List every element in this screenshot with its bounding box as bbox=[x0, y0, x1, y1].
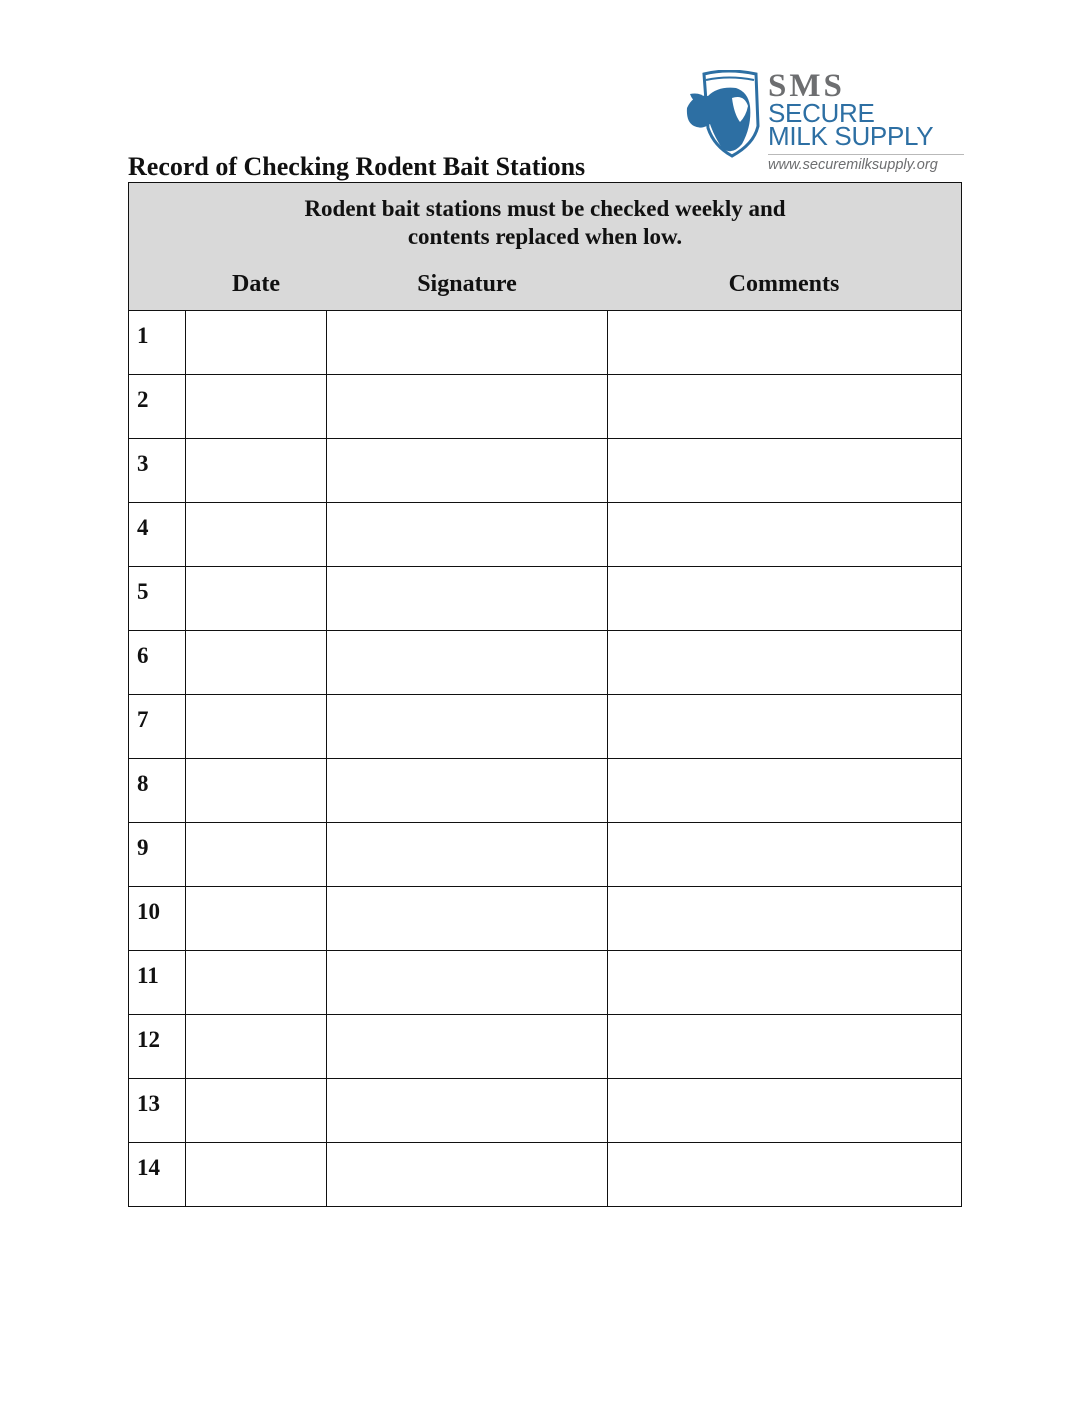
signature-cell[interactable] bbox=[327, 1015, 608, 1079]
signature-cell[interactable] bbox=[327, 631, 608, 695]
table-row bbox=[129, 1143, 962, 1207]
column-header-date: Date bbox=[232, 271, 280, 297]
date-cell[interactable] bbox=[186, 567, 327, 631]
row-number: 12 bbox=[129, 1015, 186, 1079]
comments-cell[interactable] bbox=[608, 1015, 962, 1079]
table-row bbox=[129, 439, 962, 503]
row-number: 8 bbox=[129, 759, 186, 823]
signature-cell[interactable] bbox=[327, 951, 608, 1015]
signature-cell[interactable] bbox=[327, 887, 608, 951]
comments-cell[interactable] bbox=[608, 311, 962, 375]
row-number: 7 bbox=[129, 695, 186, 759]
signature-cell[interactable] bbox=[327, 1143, 608, 1207]
row-number: 6 bbox=[129, 631, 186, 695]
table-row bbox=[129, 311, 962, 375]
instructions-line-1: Rodent bait stations must be checked weekly and bbox=[304, 196, 786, 221]
date-cell[interactable] bbox=[186, 375, 327, 439]
signature-cell[interactable] bbox=[327, 759, 608, 823]
signature-cell[interactable] bbox=[327, 311, 608, 375]
date-cell[interactable] bbox=[186, 1015, 327, 1079]
date-cell[interactable] bbox=[186, 887, 327, 951]
comments-cell[interactable] bbox=[608, 439, 962, 503]
table-row bbox=[129, 375, 962, 439]
date-cell[interactable] bbox=[186, 823, 327, 887]
signature-cell[interactable] bbox=[327, 1079, 608, 1143]
row-number: 2 bbox=[129, 375, 186, 439]
table-row bbox=[129, 631, 962, 695]
signature-cell[interactable] bbox=[327, 695, 608, 759]
signature-cell[interactable] bbox=[327, 439, 608, 503]
date-cell[interactable] bbox=[186, 951, 327, 1015]
date-cell[interactable] bbox=[186, 311, 327, 375]
date-cell[interactable] bbox=[186, 1143, 327, 1207]
instructions bbox=[129, 195, 961, 251]
comments-cell[interactable] bbox=[608, 1079, 962, 1143]
signature-cell[interactable] bbox=[327, 503, 608, 567]
comments-cell[interactable] bbox=[608, 1143, 962, 1207]
secure-milk-supply-logo bbox=[684, 70, 964, 182]
instructions-line-2: contents replaced when low. bbox=[407, 224, 683, 249]
row-number: 10 bbox=[129, 887, 186, 951]
table-row bbox=[129, 887, 962, 951]
logo-url: www.securemilksupply.org bbox=[768, 154, 964, 173]
table-row bbox=[129, 823, 962, 887]
comments-cell[interactable] bbox=[608, 695, 962, 759]
comments-cell[interactable] bbox=[608, 631, 962, 695]
row-number: 11 bbox=[129, 951, 186, 1015]
date-cell[interactable] bbox=[186, 439, 327, 503]
comments-cell[interactable] bbox=[608, 951, 962, 1015]
page-title: Record of Checking Rodent Bait Stations bbox=[128, 152, 586, 181]
bait-station-log-table bbox=[128, 182, 962, 1207]
logo-line-milk-supply: MILK SUPPLY bbox=[768, 121, 934, 151]
table-row bbox=[129, 503, 962, 567]
signature-cell[interactable] bbox=[327, 823, 608, 887]
logo-abbreviation: SMS bbox=[768, 68, 845, 104]
cow-head-icon bbox=[684, 70, 768, 158]
row-number: 4 bbox=[129, 503, 186, 567]
comments-cell[interactable] bbox=[608, 823, 962, 887]
row-number: 13 bbox=[129, 1079, 186, 1143]
signature-cell[interactable] bbox=[327, 375, 608, 439]
row-number: 14 bbox=[129, 1143, 186, 1207]
date-cell[interactable] bbox=[186, 631, 327, 695]
comments-cell[interactable] bbox=[608, 567, 962, 631]
column-header-signature: Signature bbox=[417, 271, 517, 297]
row-number: 5 bbox=[129, 567, 186, 631]
comments-cell[interactable] bbox=[608, 375, 962, 439]
signature-cell[interactable] bbox=[327, 567, 608, 631]
logo-line-secure: SECURE bbox=[768, 98, 875, 128]
comments-cell[interactable] bbox=[608, 503, 962, 567]
date-cell[interactable] bbox=[186, 1079, 327, 1143]
row-number: 9 bbox=[129, 823, 186, 887]
table-row bbox=[129, 567, 962, 631]
table-row bbox=[129, 759, 962, 823]
table-row bbox=[129, 1015, 962, 1079]
comments-cell[interactable] bbox=[608, 887, 962, 951]
comments-cell[interactable] bbox=[608, 759, 962, 823]
table-row bbox=[129, 1079, 962, 1143]
column-labels bbox=[129, 271, 961, 301]
column-header-comments: Comments bbox=[728, 271, 840, 297]
table-header bbox=[129, 183, 962, 311]
table-body bbox=[129, 311, 962, 1207]
date-cell[interactable] bbox=[186, 695, 327, 759]
table-row bbox=[129, 951, 962, 1015]
row-number: 1 bbox=[129, 311, 186, 375]
row-number: 3 bbox=[129, 439, 186, 503]
date-cell[interactable] bbox=[186, 503, 327, 567]
table-row bbox=[129, 695, 962, 759]
date-cell[interactable] bbox=[186, 759, 327, 823]
